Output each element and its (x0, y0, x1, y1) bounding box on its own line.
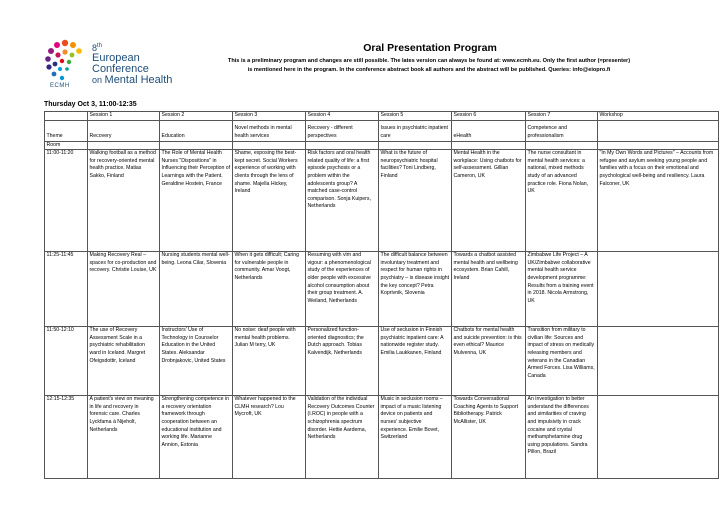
logo-line2: on (92, 75, 103, 85)
room-label: Room (45, 141, 88, 150)
session-header-row (45, 112, 719, 121)
room-cell (233, 141, 306, 150)
ecmh-logo (42, 38, 182, 90)
session-header: Session 4 (306, 112, 379, 121)
talk-cell: A patient's view on meaning in life and recovery in forensic care. Charles Lyckfama à Nijeholt, Netherlands (88, 396, 160, 479)
theme-cell: Recovery - different perspectives (306, 120, 379, 141)
theme-label: Theme (45, 120, 88, 141)
talk-cell: The nurse consultant in mental health services: a national, mixed methods study of an advanced practice role. Fiona Nolan, UK (526, 150, 598, 252)
theme-cell: eHealth (452, 120, 526, 141)
theme-cell: Recovery (88, 120, 160, 141)
talk-cell (598, 252, 719, 327)
time-slot: 11:00-11:20 (45, 150, 88, 252)
table-row (45, 150, 719, 252)
program-table (44, 111, 719, 479)
talk-cell: Validation of the individual Recovery Outcomes Counter (I.ROC) in people with a schizophrenia spectrum disorder. Hettie Aardema, Netherlands (306, 396, 379, 479)
theme-row (45, 120, 719, 141)
day-label: Thursday Oct 3, 11:00-12:35 (44, 101, 137, 108)
session-header: Session 3 (233, 112, 306, 121)
room-cell (160, 141, 233, 150)
theme-cell (598, 120, 719, 141)
logo-abbr: ECMH (50, 83, 70, 89)
room-cell (598, 141, 719, 150)
talk-cell: Chatbots for mental health and suicide prevention: is this even ethical? Maurice Mulvenna, UK (452, 327, 526, 396)
room-cell (526, 141, 598, 150)
logo-edition: 8 (92, 43, 98, 53)
session-header: Workshop (598, 112, 719, 121)
talk-cell: Making Recovery Real – spaces for co-production and recovery. Christie Louise, UK (88, 252, 160, 327)
session-header: Session 1 (88, 112, 160, 121)
talk-cell: Personalized function-oriented diagnostics; the Dutch approach. Tobias Kalvendijk, Netherlands (306, 327, 379, 396)
talk-cell (598, 396, 719, 479)
talk-cell: Shame, exposing the best-kept secret. Social Workers experience of working with clients through the lens of shame. Majella Hickey, Ireland (233, 150, 306, 252)
theme-cell: Education (160, 120, 233, 141)
talk-cell: "In My Own Words and Pictures" – Accounts from refugee and asylum seeking young people and families with a focus on their emotional and psychological well-being and resiliency. Laura Falconer, UK (598, 150, 719, 252)
table-row (45, 327, 719, 396)
talk-cell: When it gets difficult; Caring for vulnerable people in community. Amar Voogt, Netherlands (233, 252, 306, 327)
session-header (45, 112, 88, 121)
logo-line3: Mental Health (104, 74, 173, 86)
session-header: Session 6 (452, 112, 526, 121)
talk-cell: Transition from military to civilian life: Sources and impact of stress on medically releasing members and veterans in the Canadian Armed Forces. Lisa Williams, Canada (526, 327, 598, 396)
talk-cell: Towards a chatbot assisted mental health and wellbeing ecosystem. Brian Cahill, Ireland (452, 252, 526, 327)
session-header: Session 2 (160, 112, 233, 121)
talk-cell: Instructors' Use of Technology in Counselor Education in the United States. Aleksandar Drobnjakovic, United States (160, 327, 233, 396)
theme-cell: Issues in psychiatric inpatient care (379, 120, 452, 141)
talk-cell: Strengthening competence in a recovery orientation framework through cooperation between an educational institution and working life. Marianne Annion, Estonia (160, 396, 233, 479)
talk-cell: Music in seclusion rooms – impact of a music listening device on patients and nurses' subjective experience. Emilie Bovet, Switzerland (379, 396, 452, 479)
room-cell (306, 141, 379, 150)
talk-cell: An investigation to better understand the differences and similarities of craving and impulsivity in crack cocaine and crystal methamphetamine drug using populations. Sandra Pillon, Brazil (526, 396, 598, 479)
talk-cell: Nursing students mental well-being. Leona Cilar, Slovenia (160, 252, 233, 327)
time-slot: 11:25-11:45 (45, 252, 88, 327)
theme-cell: Novel methods in mental health services (233, 120, 306, 141)
talk-cell: The use of Recovery Assessment Scale in a psychiatric rehabilitation ward in Iceland. Margret Ofeigsdottir, Iceland (88, 327, 160, 396)
talk-cell: Use of seclusion in Finnish psychiatric inpatient care: A nationwide register study. Emilia Laukkanen, Finland (379, 327, 452, 396)
talk-cell: No noise: deaf people with mental health problems. Julian M terry, UK (233, 327, 306, 396)
talk-cell: Mental Health in the workplace: Using chatbots for self-assessment. Gillian Cameron, UK (452, 150, 526, 252)
talk-cell: Walking football as a method for recovery-oriented mental health practice. Matias Sakko, Finland (88, 150, 160, 252)
time-slot: 12:15-12:35 (45, 396, 88, 479)
talk-cell: The Role of Mental Health Nurses "Dispositions" in Influencing their Perception of Learnings with the Patient. Geraldine Hostein, France (160, 150, 233, 252)
room-cell (88, 141, 160, 150)
logo-edition-suffix: th (97, 43, 103, 49)
talk-cell: The difficult balance between involuntary treatment and respect for human rights in psychiatry – is disease insight the key concept? Petra Koprivnik, Slovenia (379, 252, 452, 327)
room-cell (452, 141, 526, 150)
talk-cell: Whatever happened to the CLMH research? Lou Mycroft, UK (233, 396, 306, 479)
logo-text (92, 41, 182, 86)
time-slot: 11:50-12:10 (45, 327, 88, 396)
logo-line1: European Conference (92, 52, 149, 75)
talk-cell: What is the future of neuropsychiatric hospital facilities? Toni Lindberg, Finland (379, 150, 452, 252)
talk-cell (598, 327, 719, 396)
table-row (45, 252, 719, 327)
talk-cell: Resuming with vim and vigour: a phenomenological study of the experiences of older people with excessive alcohol consumption about their group treatment. A. Weiland, Netherlands (306, 252, 379, 327)
talk-cell: Risk factors and oral health related quality of life: a first episode psychosis or a problem within the adolescents group? A matched case-control comparison. Sonja Kuipers, Netherlands (306, 150, 379, 252)
session-header: Session 7 (526, 112, 598, 121)
page-subtitle: This is a preliminary program and changes are still possible. The lates version can always be found at: www.ecmh.eu. Only the first author (=presenter) is mentioned here in the program. In the conference abstract book all authors and the abstract will be published. Queries: info@eiopro.fi (227, 58, 631, 73)
theme-cell: Competence and professionalism (526, 120, 598, 141)
room-row (45, 141, 719, 150)
room-cell (379, 141, 452, 150)
session-header: Session 5 (379, 112, 452, 121)
talk-cell: Zimbabwe Life Project – A UK/Zimbabwe collaborative mental health service development programme: Results from a training event in 2018. Nicola Armstrong, UK (526, 252, 598, 327)
logo-dots-icon (42, 38, 88, 84)
table-row (45, 396, 719, 479)
page-title: Oral Presentation Program (363, 42, 497, 54)
talk-cell: Towards Conversational Coaching Agents to Support Bibliotherapy. Patrick McAllister, UK (452, 396, 526, 479)
